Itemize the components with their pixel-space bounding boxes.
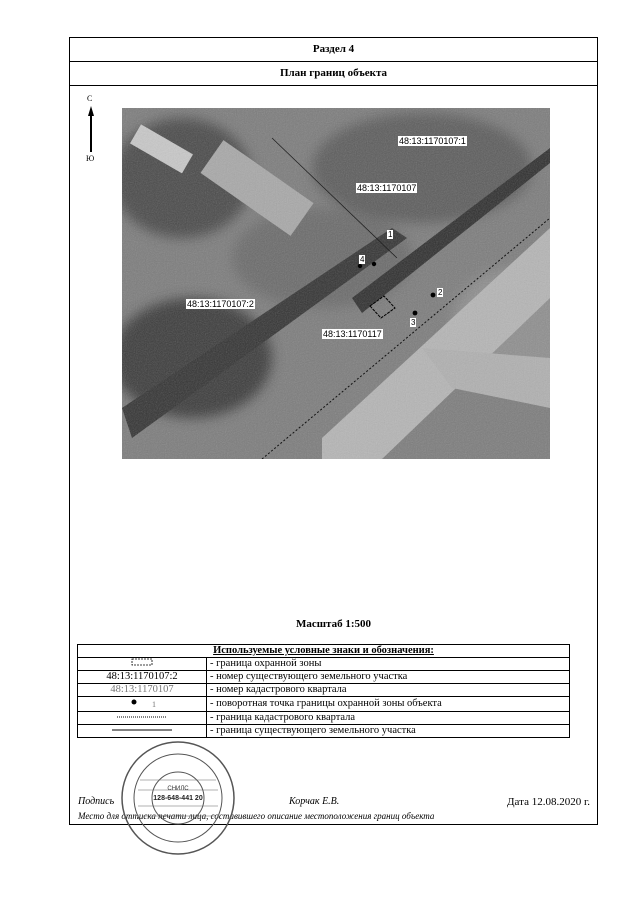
point-label-1: 1 (388, 230, 393, 239)
dashed-line-icon (117, 714, 167, 720)
turning-point-number: 1 (152, 700, 156, 709)
legend-symbol-parcel-boundary (78, 725, 207, 738)
legend-text: - граница существующего земельного участка (207, 725, 570, 738)
legend-symbol-parcel-number: 48:13:1170107:2 (78, 671, 207, 684)
point-label-2: 2 (438, 288, 443, 297)
point-label-3: 3 (411, 318, 416, 327)
turning-point-1 (372, 262, 376, 266)
stamp-center-label: СНИЛС (167, 786, 189, 792)
legend-symbol-protection-zone (78, 658, 207, 671)
legend-text: - граница охранной зоны (207, 658, 570, 671)
turning-point-4 (358, 264, 362, 268)
legend-text: - граница кадастрового квартала (207, 712, 570, 725)
compass (84, 94, 98, 164)
turning-point-2 (431, 293, 436, 298)
legend-row (78, 725, 570, 738)
document-date: Дата 12.08.2020 г. (507, 796, 590, 808)
legend-row (78, 697, 570, 712)
legend-symbol-quarter-boundary (78, 712, 207, 725)
stamp-number: 128-648-441 20 (153, 795, 203, 802)
compass-north-label: С (87, 94, 93, 103)
legend-row (78, 671, 570, 684)
legend-symbol-turning-point (78, 697, 207, 712)
solid-line-icon (112, 727, 172, 733)
signer-name: Корчак Е.В. (289, 796, 340, 807)
official-stamp-icon (120, 740, 236, 856)
map-label-quarter-117: 48:13:1170117 (323, 329, 382, 339)
legend-symbol-quarter-number: 48:13:1170107 (78, 684, 207, 697)
aerial-photo (122, 108, 550, 459)
document-frame (69, 37, 598, 825)
legend-text: - номер кадастрового квартала (207, 684, 570, 697)
stamp-place-note: Место для оттиска печати лица, составившего описание местоположения границ объекта (78, 811, 435, 821)
map-label-parcel-1: 48:13:1170107:1 (399, 136, 466, 146)
legend-title: Используемые условные знаки и обозначения: (78, 645, 570, 658)
legend-row (78, 658, 570, 671)
protection-zone-icon (131, 658, 153, 666)
turning-point-3 (413, 311, 418, 316)
map-label-quarter-107: 48:13:1170107 (357, 183, 417, 193)
signature-label: Подпись (78, 796, 115, 807)
aerial-photo-image (122, 108, 550, 459)
section-title: Раздел 4 (70, 38, 597, 62)
compass-south-label: Ю (86, 154, 95, 163)
plan-title: План границ объекта (70, 61, 597, 86)
turning-point-icon (128, 697, 152, 707)
map-label-parcel-2: 48:13:1170107:2 (187, 299, 254, 309)
legend-text: - номер существующего земельного участка (207, 671, 570, 684)
legend-text: - поворотная точка границы охранной зоны объекта (207, 697, 570, 712)
legend-row (78, 684, 570, 697)
point-label-4: 4 (360, 255, 365, 264)
legend-row (78, 712, 570, 725)
legend-table (77, 644, 570, 738)
map-scale: Масштаб 1:500 (295, 618, 371, 630)
